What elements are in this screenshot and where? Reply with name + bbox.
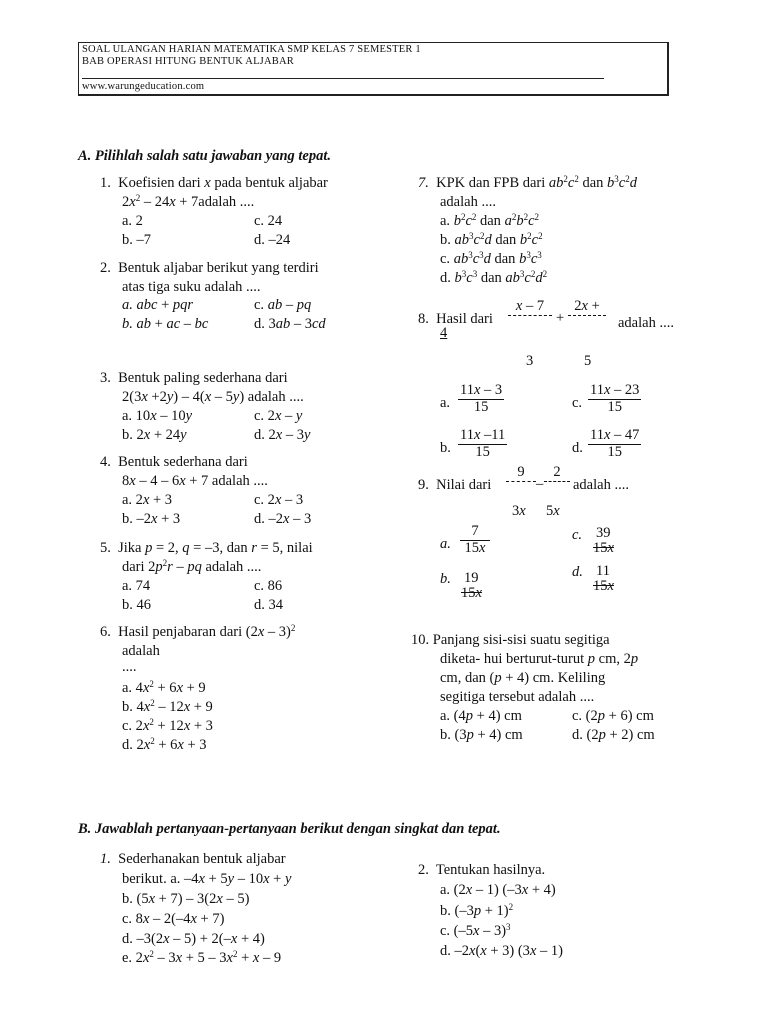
q10-option-d: d. (2p + 2) cm (572, 727, 655, 743)
q8-plus-sign: + (556, 310, 565, 326)
essay-q1-part-b: b. (5x + 7) – 3(2x – 5) (122, 891, 250, 907)
q9-option-b: 19 15x (461, 570, 482, 602)
essay-q2-part-b: b. $(-3p + 1)^2$ (440, 902, 514, 919)
essay-q1-part-a: berikut. a. –4x + 5y – 10x + y (122, 871, 292, 887)
header-website: www.warungeducation.com (82, 81, 205, 92)
question-9: 9. Nilai dari (418, 477, 492, 493)
q9-option-d: 11 15x (593, 563, 614, 595)
header-title: SOAL ULANGAN HARIAN MATEMATIKA SMP KELAS 7 SEMESTER 1 (82, 44, 421, 55)
q9-option-a: $\frac{7}{15x}$ (460, 524, 490, 557)
q8-option-c: $\frac{11x - 23}{15}$ (590, 382, 640, 415)
question-6-dots: .... (122, 659, 137, 675)
question-3-expression: 2(3x +2y) – 4(x – 5y) adalah .... (122, 389, 304, 405)
question-7: 7. KPK dan FPB dari $ab^2c^2$ dan $b^3c^2d$ (418, 174, 637, 191)
q7-option-b: b. $ab^3c^2d$ dan $b^2c^2$ (440, 231, 543, 248)
q8-option-d-label: d. (572, 440, 583, 456)
q9-option-a-label: a. (440, 536, 451, 552)
question-8: 8. Hasil dari (418, 311, 493, 327)
question-10-line3: cm, dan (p + 4) cm. Keliling (440, 670, 606, 686)
q8-fraction1-numerator: x – 7 (508, 298, 552, 316)
q10-option-c: c. (2p + 6) cm (572, 708, 654, 724)
q1-option-b: b. –7 (122, 232, 151, 248)
q2-option-b: b. ab + ac – bc (122, 316, 209, 332)
question-4-expression: 8x – 4 – 6x + 7 adalah .... (122, 473, 268, 489)
question-6-line2: adalah (122, 643, 160, 659)
q7-option-d: d. $b^3c^3$ dan $ab^3c^2d^2$ (440, 269, 548, 286)
q4-option-c: c. 2x – 3 (254, 492, 304, 508)
q3-option-b: b. 2x + 24y (122, 427, 187, 443)
q5-option-a: a. 74 (122, 578, 151, 594)
essay-question-2: 2. Tentukan hasilnya. (418, 862, 546, 878)
q8-option-c-label: c. (572, 395, 583, 411)
q8-option-b: $\frac{11x -11}{15}$ (460, 427, 506, 460)
q3-option-d: d. 2x – 3y (254, 427, 311, 443)
q6-option-b: b. $4x^2 - 12x + 9$ (122, 698, 213, 715)
q9-fraction1-numerator: 9 (506, 464, 536, 482)
worksheet-header (78, 42, 669, 96)
q8-option-a: $\frac{11x - 3}{15}$ (460, 382, 503, 415)
question-4: 4. Bentuk sederhana dari (100, 454, 248, 470)
essay-q2-part-d: d. –2x(x + 3) (3x – 1) (440, 943, 563, 959)
header-subtitle: BAB OPERASI HITUNG BENTUK ALJABAR (82, 56, 294, 67)
q1-option-d: d. –24 (254, 232, 291, 248)
q3-option-c: c. 2x – y (254, 408, 303, 424)
question-9-suffix: adalah .... (573, 477, 629, 493)
q5-option-d: d. 34 (254, 597, 283, 613)
q2-option-c: c. ab – pq (254, 297, 312, 313)
q6-option-a: a. $4x^2 + 6x + 9$ (122, 679, 206, 696)
q8-fraction2-numerator: 2x + (568, 298, 606, 316)
q6-option-d: d. $2x^2 + 6x + 3$ (122, 736, 207, 753)
q8-option-b-label: b. (440, 440, 451, 456)
essay-q1-part-e: e. $2x^2 - 3x + 5 - 3x^2 + x - 9$ (122, 949, 282, 966)
question-5-expression: dari $2p^2r$ – pq adalah .... (122, 558, 262, 575)
question-10-line4: segitiga tersebut adalah .... (440, 689, 595, 705)
q9-fraction2-denominator: 5x (546, 503, 560, 519)
question-3: 3. Bentuk paling sederhana dari (100, 370, 288, 386)
essay-q2-part-c: c. (–5x – 3)$^3$ (440, 922, 511, 939)
section-b-title: B. Jawablah pertanyaan-pertanyaan berikut dengan singkat dan tepat. (78, 821, 501, 837)
q10-option-b: b. (3p + 4) cm (440, 727, 523, 743)
question-7-line2: adalah .... (440, 194, 496, 210)
q8-option-d: $\frac{11x - 47}{15}$ (590, 427, 640, 460)
question-1-expression: $2x^2 - 24x$ + 7adalah .... (122, 193, 255, 210)
question-10: 10. Panjang sisi-sisi suatu segitiga (411, 632, 610, 648)
q1-option-c: c. 24 (254, 213, 283, 229)
q8-fraction2-denominator: 5 (584, 353, 592, 369)
essay-q1-part-d: d. –3(2x – 5) + 2(–x + 4) (122, 931, 265, 947)
q5-option-c: c. 86 (254, 578, 283, 594)
q8-fraction1-denominator: 3 (526, 353, 534, 369)
q8-option-a-label: a. (440, 395, 451, 411)
section-a-title: A. Pilihlah salah satu jawaban yang tepat. (78, 148, 331, 164)
question-6: 6. Hasil penjabaran dari (2x – 3)$^2$ (100, 623, 296, 640)
q4-option-b: b. –2x + 3 (122, 511, 181, 527)
q9-option-c-label: c. (572, 527, 583, 543)
question-5: 5. Jika p = 2, q = –3, dan r = 5, nilai (100, 540, 313, 556)
q7-option-c: c. $ab^3c^3d$ dan $b^3c^3$ (440, 250, 542, 267)
q1-option-a: a. 2 (122, 213, 143, 229)
q8-fraction2-extra: 4 (440, 325, 448, 341)
question-2-line2: atas tiga suku adalah .... (122, 279, 261, 295)
q4-option-a: a. 2x + 3 (122, 492, 173, 508)
q9-fraction2-numerator: 2 (544, 464, 570, 482)
essay-q2-part-a: a. (2x – 1) (–3x + 4) (440, 882, 556, 898)
q3-option-a: a. 10x – 10y (122, 408, 193, 424)
q9-option-d-label: d. (572, 564, 583, 580)
essay-question-1: 1. Sederhanakan bentuk aljabar (100, 851, 286, 867)
question-1: 1. Koefisien dari x pada bentuk aljabar (100, 175, 328, 191)
question-10-line2: diketa- hui berturut-turut p cm, 2p (440, 651, 639, 667)
q2-option-a: a. abc + pqr (122, 297, 194, 313)
q9-fraction1-denominator: 3x (512, 503, 526, 519)
q4-option-d: d. –2x – 3 (254, 511, 312, 527)
q6-option-c: c. $2x^2 + 12x + 3$ (122, 717, 213, 734)
q2-option-d: d. 3ab – 3cd (254, 316, 326, 332)
q9-minus-sign: – (536, 476, 544, 492)
q5-option-b: b. 46 (122, 597, 151, 613)
q9-option-c: 39 15x (593, 525, 614, 557)
q9-option-b-label: b. (440, 571, 451, 587)
question-8-suffix: adalah .... (618, 315, 674, 331)
question-2: 2. Bentuk aljabar berikut yang terdiri (100, 260, 319, 276)
header-divider (82, 78, 604, 79)
q7-option-a: a. $b^2c^2$ dan $a^2b^2c^2$ (440, 212, 539, 229)
q10-option-a: a. (4p + 4) cm (440, 708, 522, 724)
essay-q1-part-c: c. 8x – 2(–4x + 7) (122, 911, 225, 927)
